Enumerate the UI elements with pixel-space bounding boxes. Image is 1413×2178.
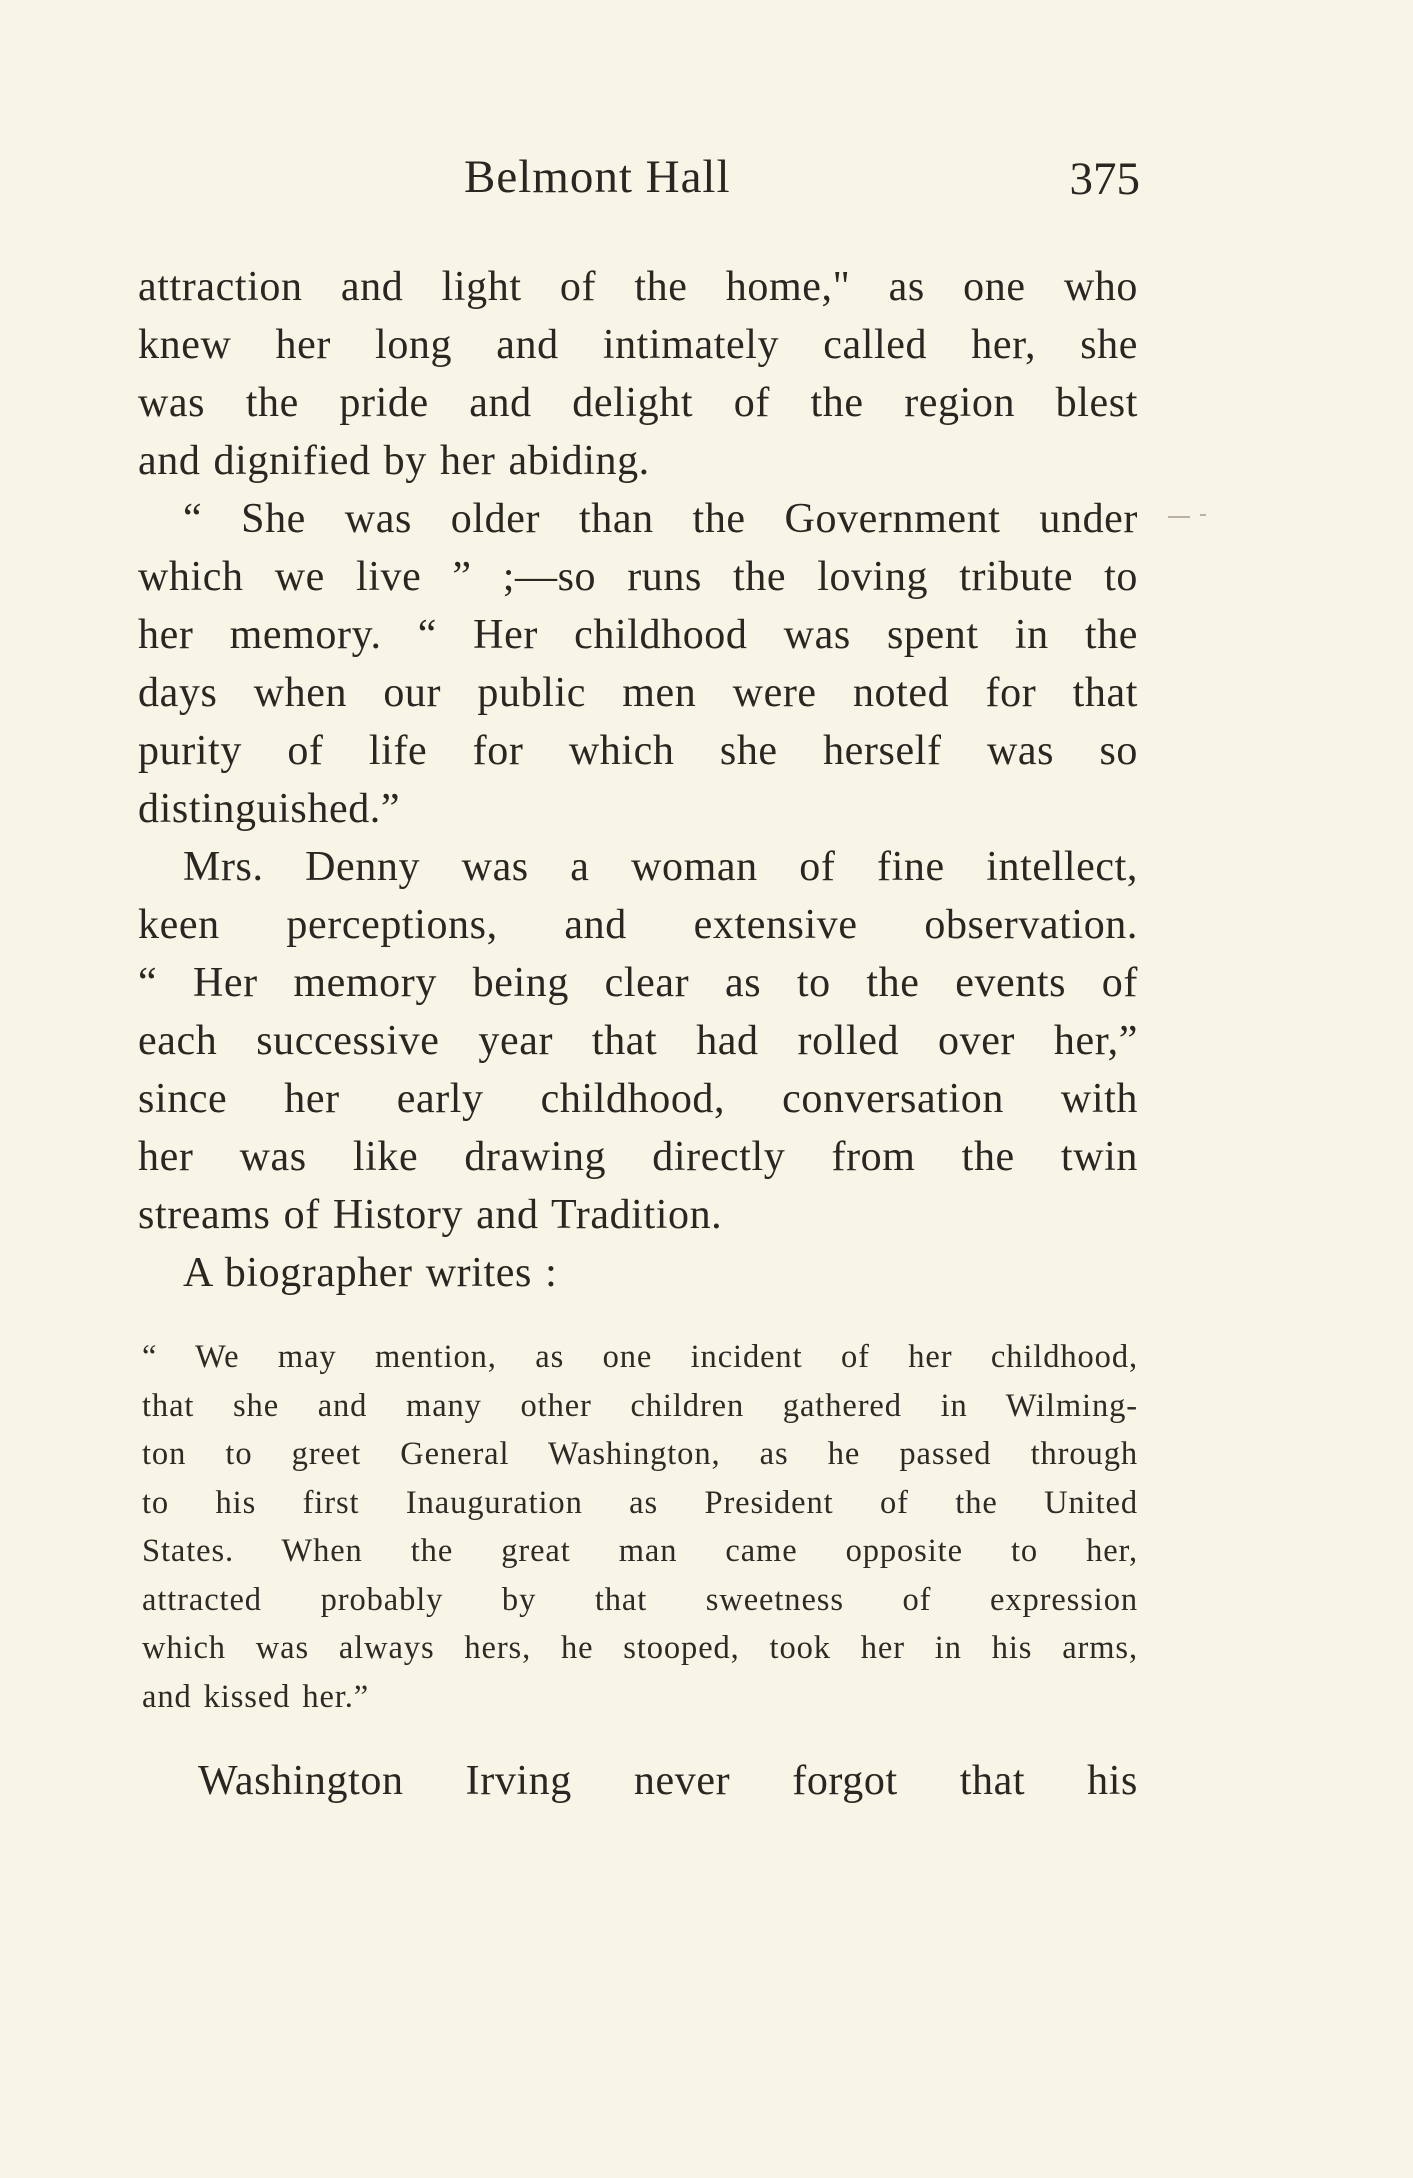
text-line: keen perceptions, and extensive observation.	[138, 902, 1138, 948]
quote-line: which was always hers, he stooped, took her in his arms,	[142, 1630, 1138, 1666]
quote-line: ton to greet General Washington, as he passed through	[142, 1436, 1138, 1472]
running-title: Belmont Hall	[464, 151, 731, 203]
text-line: her was like drawing directly from the twin	[138, 1134, 1138, 1180]
text-line: Mrs. Denny was a woman of fine intellect,	[183, 844, 1138, 890]
text-line: was the pride and delight of the region blest	[138, 380, 1138, 426]
text-line: distinguished.”	[138, 786, 401, 832]
closing-text	[198, 1752, 1138, 1810]
text-line: each successive year that had rolled over her,”	[138, 1018, 1138, 1064]
quote-line: States. When the great man came opposite to her,	[142, 1533, 1138, 1569]
text-line: her memory. “ Her childhood was spent in the	[138, 612, 1138, 658]
text-line: attraction and light of the home," as one who	[138, 264, 1138, 310]
text-line: “ Her memory being clear as to the events of	[138, 960, 1138, 1006]
text-line: purity of life for which she herself was so	[138, 728, 1138, 774]
margin-mark	[1200, 514, 1206, 516]
text-line: days when our public men were noted for that	[138, 670, 1138, 716]
margin-mark	[1168, 516, 1190, 518]
block-quote	[142, 1333, 1138, 1721]
text-line: knew her long and intimately called her, she	[138, 322, 1138, 368]
text-line: streams of History and Tradition.	[138, 1192, 723, 1238]
text-line: A biographer writes :	[183, 1250, 558, 1296]
page-header	[130, 150, 1140, 210]
text-line: since her early childhood, conversation with	[138, 1076, 1138, 1122]
quote-line: attracted probably by that sweetness of expression	[142, 1581, 1138, 1618]
body-text	[138, 258, 1138, 1302]
text-line: which we live ” ;—so runs the loving tribute to	[138, 554, 1138, 600]
quote-line: that she and many other children gathered in Wilming-	[142, 1387, 1138, 1424]
quote-line: “ We may mention, as one incident of her childhood,	[142, 1339, 1138, 1375]
page-number: 375	[1069, 153, 1140, 205]
text-line: Washington Irving never forgot that his	[198, 1758, 1138, 1804]
quote-line: to his first Inauguration as President of the United	[142, 1484, 1138, 1521]
quote-line: and kissed her.”	[142, 1678, 370, 1715]
text-line: and dignified by her abiding.	[138, 438, 650, 484]
text-line: “ She was older than the Government under	[183, 496, 1138, 542]
